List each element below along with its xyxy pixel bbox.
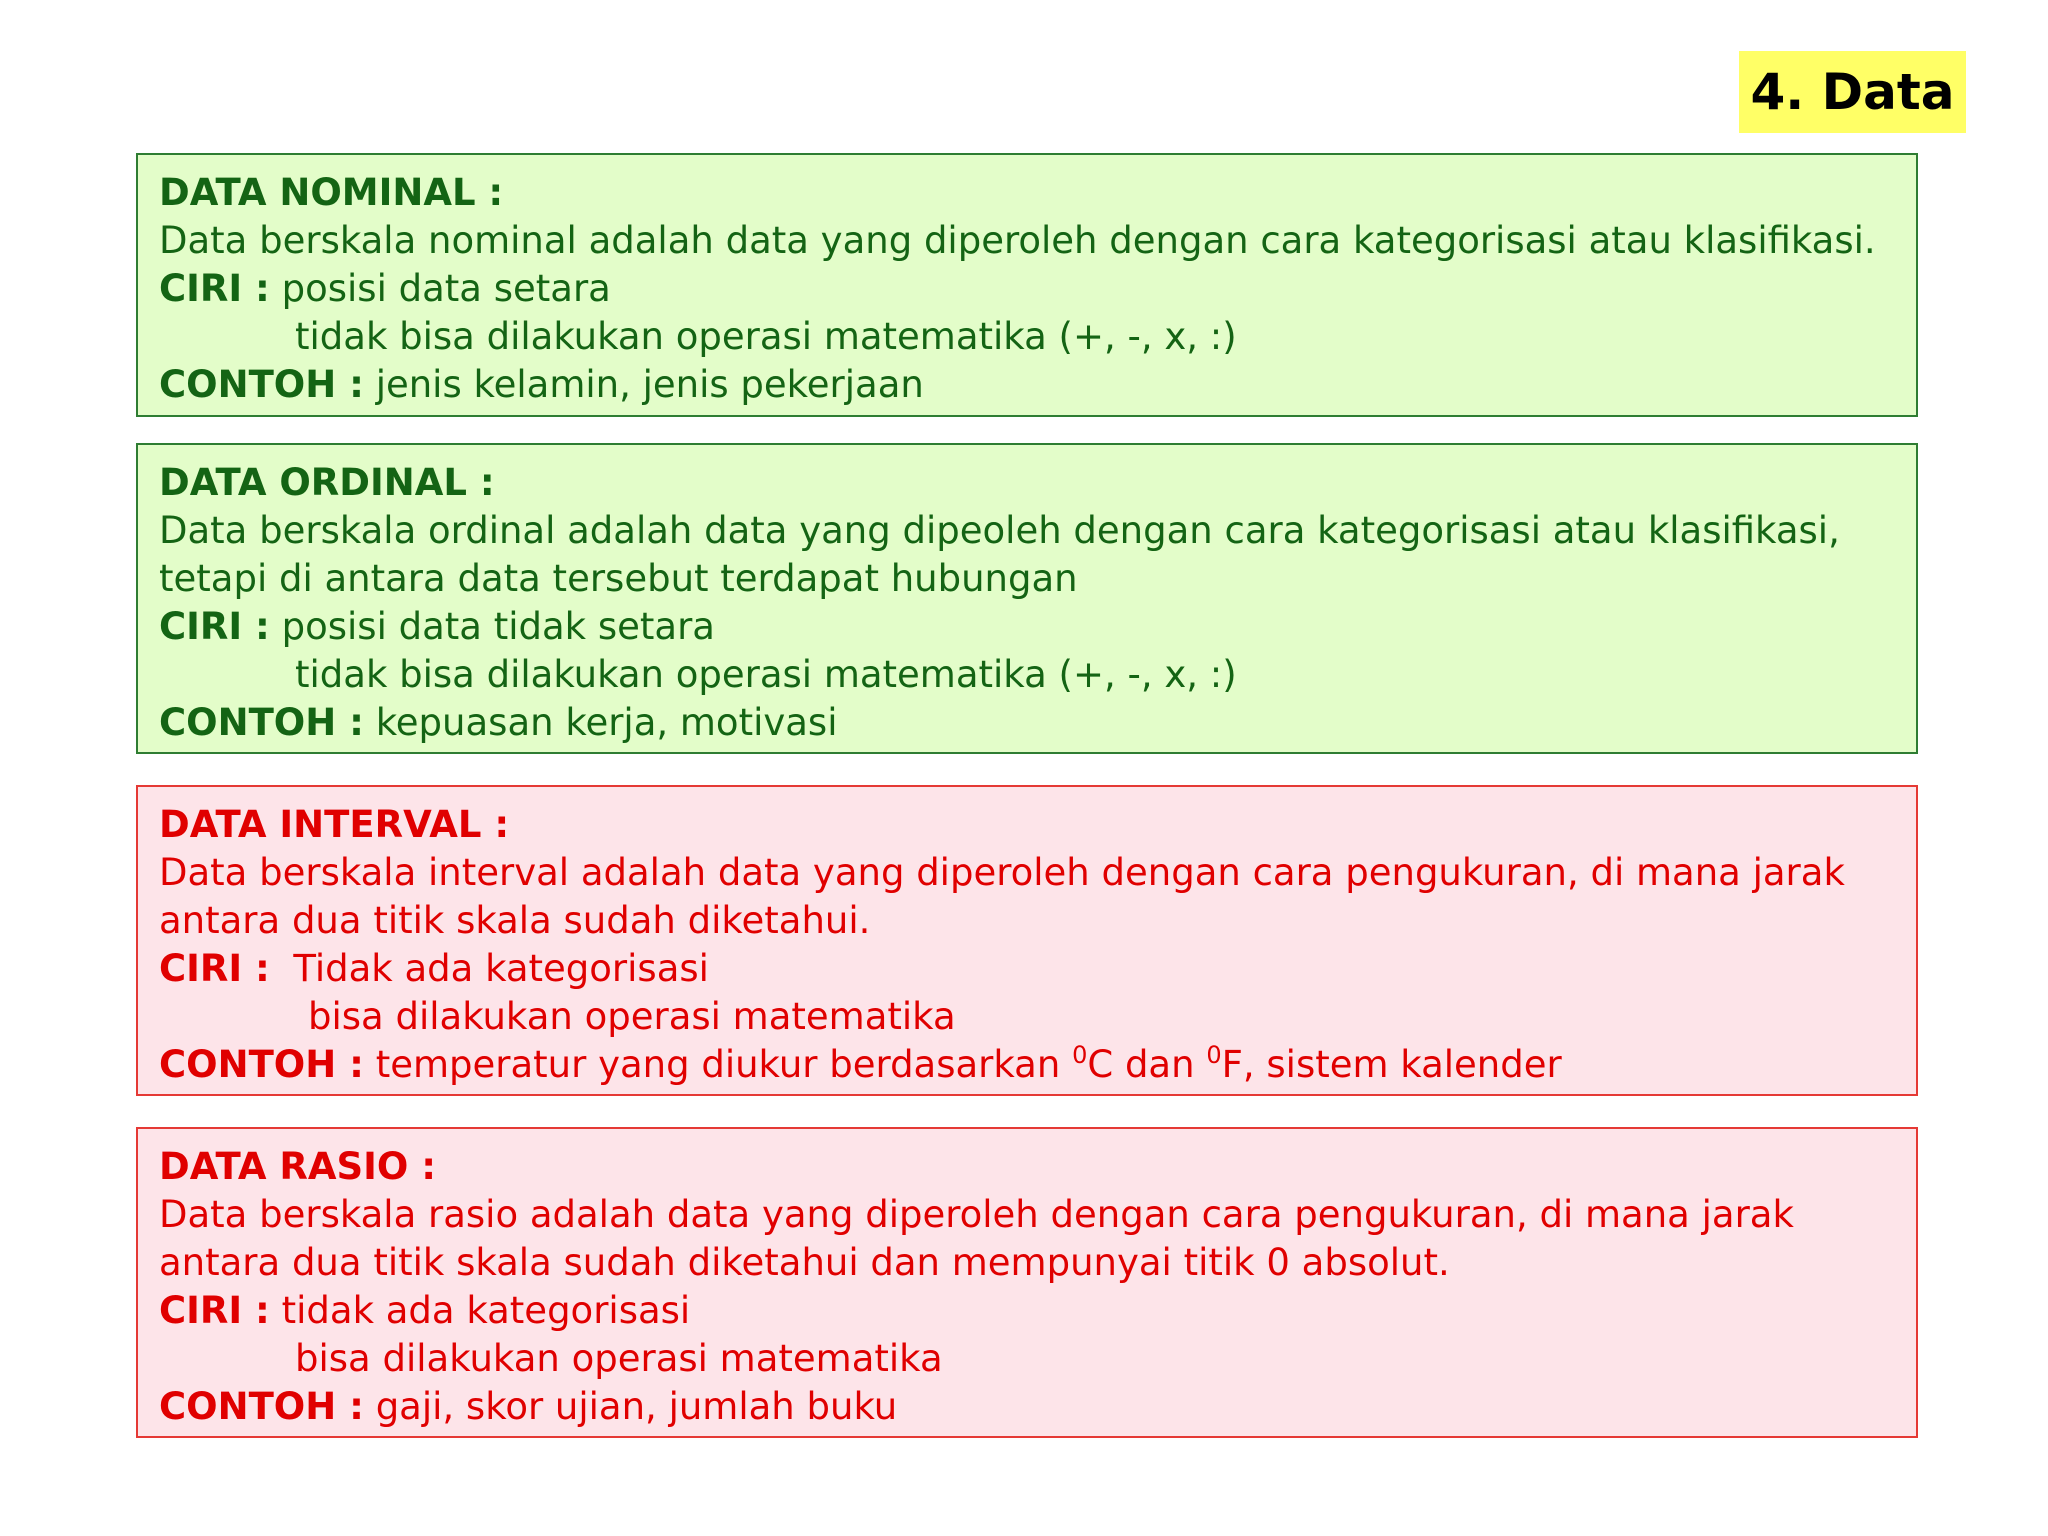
section-heading: DATA INTERVAL : xyxy=(159,803,510,846)
ciri-line xyxy=(159,945,1896,993)
ciri-item: Tidak ada kategorisasi xyxy=(293,947,709,990)
contoh-line xyxy=(159,699,1896,747)
ciri-label: CIRI : xyxy=(159,267,270,310)
contoh-line xyxy=(159,361,1896,409)
ciri-item: posisi data tidak setara xyxy=(281,605,715,648)
section-heading: DATA RASIO : xyxy=(159,1145,437,1188)
section-heading: DATA NOMINAL : xyxy=(159,171,504,214)
ciri-item: tidak bisa dilakukan operasi matematika (+, -, x, :) xyxy=(295,653,1237,696)
contoh-line xyxy=(159,1383,1896,1431)
contoh-text: jenis kelamin, jenis pekerjaan xyxy=(375,363,924,406)
contoh-text-part: C dan xyxy=(1087,1043,1207,1086)
contoh-text: kepuasan kerja, motivasi xyxy=(375,701,838,744)
contoh-text: gaji, skor ujian, jumlah buku xyxy=(375,1385,898,1428)
ciri-item: bisa dilakukan operasi matematika xyxy=(295,1337,943,1380)
ciri-line xyxy=(159,1287,1896,1335)
ciri-line xyxy=(159,265,1896,313)
data-ordinal-box xyxy=(136,443,1918,754)
section-description: Data berskala ordinal adalah data yang dipeoleh dengan cara kategorisasi atau klasifikasi, tetapi di antara data tersebut terdapat hubungan xyxy=(159,509,1840,600)
contoh-label: CONTOH : xyxy=(159,1043,364,1086)
ciri-item: tidak bisa dilakukan operasi matematika (+, -, x, :) xyxy=(295,315,1237,358)
ciri-item: posisi data setara xyxy=(281,267,611,310)
section-description: Data berskala interval adalah data yang diperoleh dengan cara pengukuran, di mana jarak antara dua titik skala sudah diketahui. xyxy=(159,851,1845,942)
data-rasio-box xyxy=(136,1127,1918,1438)
ciri-item: tidak ada kategorisasi xyxy=(281,1289,691,1332)
ciri-item: bisa dilakukan operasi matematika xyxy=(308,995,956,1038)
ciri-label: CIRI : xyxy=(159,1289,270,1332)
section-description: Data berskala rasio adalah data yang diperoleh dengan cara pengukuran, di mana jarak antara dua titik skala sudah diketahui dan mempunyai titik 0 absolut. xyxy=(159,1193,1794,1284)
data-interval-box xyxy=(136,785,1918,1096)
ciri-label: CIRI : xyxy=(159,947,270,990)
degree-superscript: 0 xyxy=(1206,1041,1222,1069)
data-nominal-box xyxy=(136,153,1918,417)
contoh-label: CONTOH : xyxy=(159,701,364,744)
contoh-text-part: F, sistem kalender xyxy=(1221,1043,1562,1086)
degree-superscript: 0 xyxy=(1072,1041,1088,1069)
contoh-label: CONTOH : xyxy=(159,1385,364,1428)
section-heading: DATA ORDINAL : xyxy=(159,461,495,504)
contoh-text-part: temperatur yang diukur berdasarkan xyxy=(375,1043,1073,1086)
slide-title: 4. Data xyxy=(1739,51,1966,133)
contoh-label: CONTOH : xyxy=(159,363,364,406)
ciri-label: CIRI : xyxy=(159,605,270,648)
contoh-line xyxy=(159,1041,1896,1089)
ciri-line xyxy=(159,603,1896,651)
section-description: Data berskala nominal adalah data yang diperoleh dengan cara kategorisasi atau klasifikasi. xyxy=(159,219,1876,262)
